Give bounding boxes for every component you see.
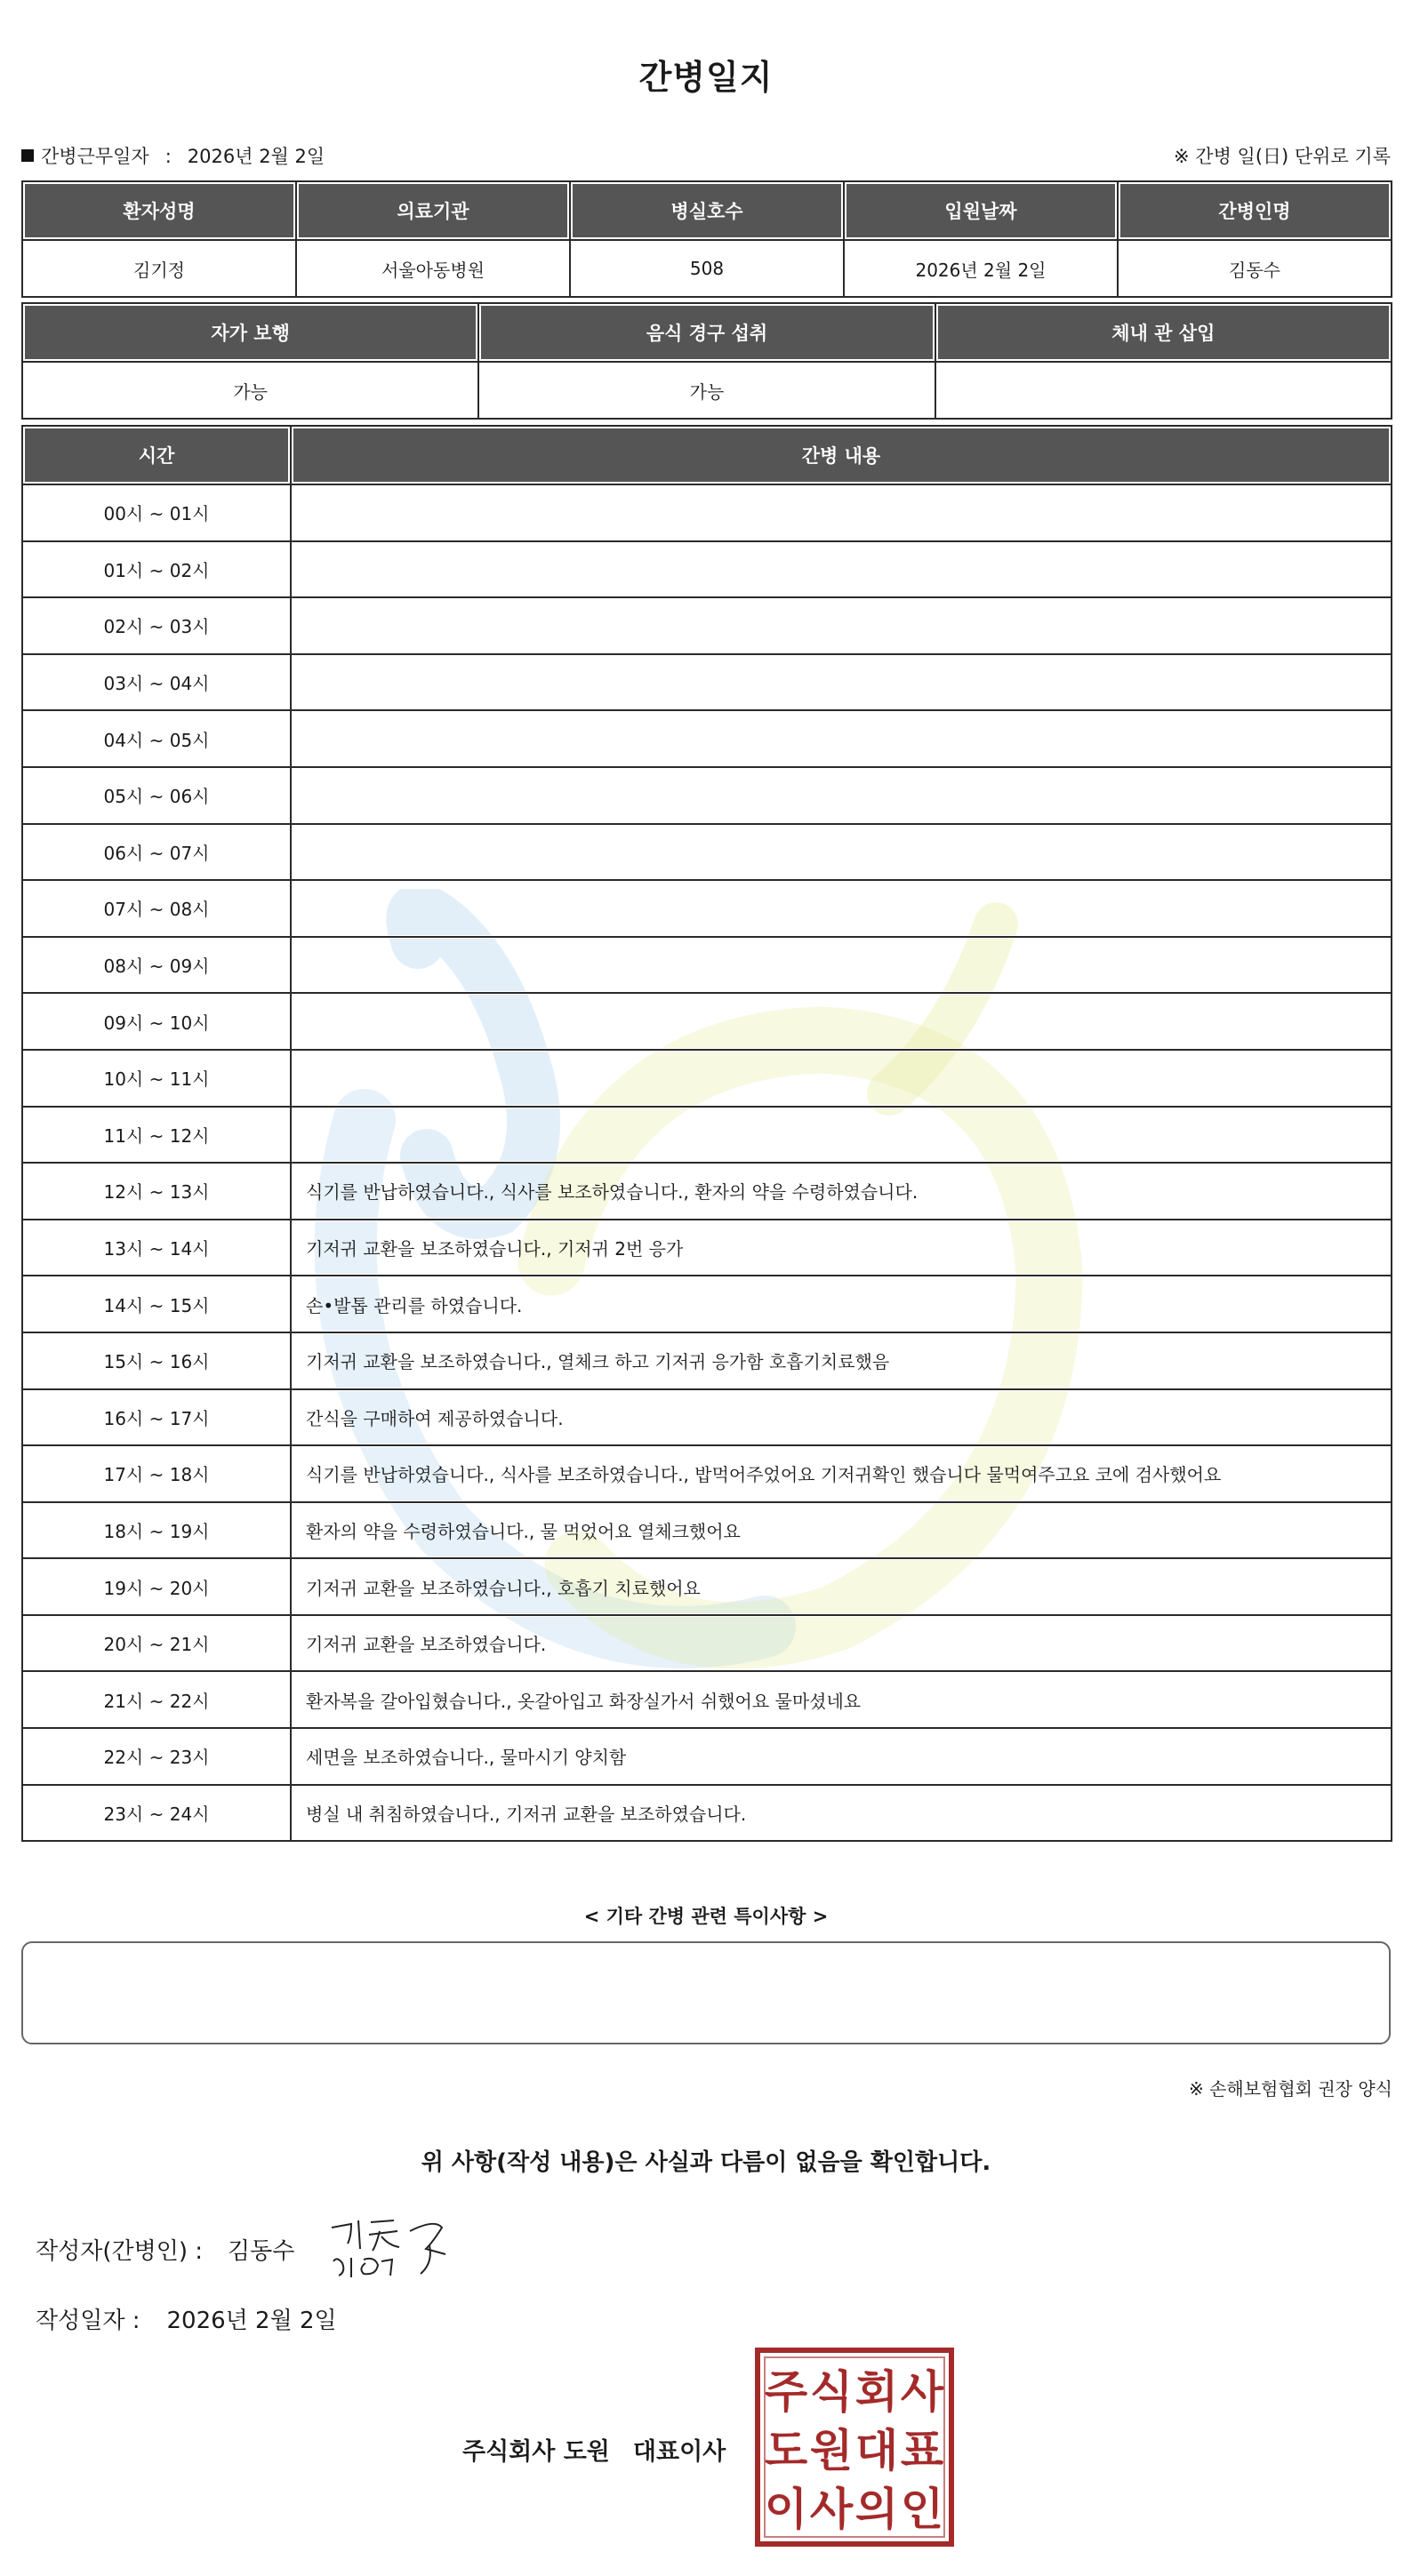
work-date-separator: : bbox=[164, 146, 172, 167]
seal-character: 이 bbox=[764, 2484, 808, 2535]
meta-row bbox=[21, 142, 1391, 167]
table-row bbox=[22, 937, 1392, 994]
time-slot: 07시 ~ 08시 bbox=[22, 880, 291, 937]
table-header-row bbox=[22, 426, 1392, 484]
table-row bbox=[22, 1107, 1392, 1164]
care-content: 기저귀 교환을 보조하였습니다., 기저귀 2번 응가 bbox=[291, 1220, 1392, 1276]
written-date-label: 작성일자 : bbox=[36, 2308, 140, 2334]
table-row bbox=[22, 1785, 1392, 1842]
table-row bbox=[22, 824, 1392, 881]
header-caregiver-name: 간병인명 bbox=[1118, 181, 1392, 240]
time-slot: 19시 ~ 20시 bbox=[22, 1558, 291, 1615]
table-row bbox=[22, 597, 1392, 654]
writer-name: 김동수 bbox=[228, 2238, 295, 2265]
record-note: ※ 간병 일(日) 단위로 기록 bbox=[1174, 146, 1391, 167]
written-date-line bbox=[36, 2302, 337, 2335]
care-content: 식기를 반납하였습니다., 식사를 보조하였습니다., 환자의 약을 수령하였습니다. bbox=[291, 1163, 1392, 1220]
table-row bbox=[22, 710, 1392, 767]
writer-label: 작성자(간병인) : bbox=[36, 2238, 204, 2265]
seal-character: 주 bbox=[764, 2366, 808, 2418]
company-line bbox=[462, 2432, 726, 2467]
time-slot: 06시 ~ 07시 bbox=[22, 824, 291, 881]
table-row bbox=[22, 1276, 1392, 1332]
seal-character: 도 bbox=[764, 2425, 808, 2476]
writer-line bbox=[36, 2233, 294, 2266]
table-row bbox=[22, 1050, 1392, 1107]
care-content: 환자의 약을 수령하였습니다., 물 먹었어요 열체크했어요 bbox=[291, 1502, 1392, 1559]
seal-character: 사 bbox=[809, 2484, 854, 2535]
header-admission-date: 입원날짜 bbox=[844, 181, 1118, 240]
table-row bbox=[22, 362, 1392, 419]
time-slot: 20시 ~ 21시 bbox=[22, 1615, 291, 1672]
care-content: 환자복을 갈아입혔습니다., 옷갈아입고 화장실가서 쉬했어요 물마셨네요 bbox=[291, 1671, 1392, 1728]
care-content bbox=[291, 597, 1392, 654]
care-content bbox=[291, 541, 1392, 598]
table-row bbox=[22, 880, 1392, 937]
time-slot: 00시 ~ 01시 bbox=[22, 484, 291, 541]
company-ceo-title: 대표이사 bbox=[632, 2438, 726, 2466]
table-row bbox=[22, 1728, 1392, 1785]
seal-character: 인 bbox=[900, 2484, 944, 2535]
table-row bbox=[22, 1502, 1392, 1559]
care-content bbox=[291, 767, 1392, 824]
care-content: 손•발톱 관리를 하였습니다. bbox=[291, 1276, 1392, 1332]
admission-date: 2026년 2월 2일 bbox=[844, 240, 1118, 297]
seal-character: 사 bbox=[900, 2366, 944, 2418]
table-row bbox=[22, 654, 1392, 711]
header-care-content: 간병 내용 bbox=[291, 426, 1392, 484]
table-row bbox=[22, 1615, 1392, 1672]
time-slot: 14시 ~ 15시 bbox=[22, 1276, 291, 1332]
seal-character: 표 bbox=[900, 2425, 944, 2476]
form-note: ※ 손해보험협회 권장 양식 bbox=[1188, 2078, 1392, 2100]
care-content: 기저귀 교환을 보조하였습니다., 열체크 하고 기저귀 응가함 호흡기치료했음 bbox=[291, 1332, 1392, 1389]
seal-character: 원 bbox=[809, 2425, 854, 2476]
time-slot: 09시 ~ 10시 bbox=[22, 993, 291, 1050]
work-date-value: 2026년 2월 2일 bbox=[187, 146, 325, 167]
confirmation-statement: 위 사항(작성 내용)은 사실과 다름이 없음을 확인합니다. bbox=[421, 2149, 991, 2176]
header-tube-insertion: 체내 관 삽입 bbox=[935, 303, 1392, 362]
table-row bbox=[22, 1389, 1392, 1446]
time-slot: 17시 ~ 18시 bbox=[22, 1445, 291, 1502]
table-row bbox=[22, 1220, 1392, 1276]
square-bullet-icon bbox=[21, 149, 34, 162]
time-slot: 15시 ~ 16시 bbox=[22, 1332, 291, 1389]
care-content bbox=[291, 654, 1392, 711]
table-row bbox=[22, 1445, 1392, 1502]
time-slot: 01시 ~ 02시 bbox=[22, 541, 291, 598]
table-row bbox=[22, 1558, 1392, 1615]
time-slot: 02시 ~ 03시 bbox=[22, 597, 291, 654]
table-header-row bbox=[22, 303, 1392, 362]
table-row bbox=[22, 240, 1392, 297]
time-slot: 22시 ~ 23시 bbox=[22, 1728, 291, 1785]
table-row bbox=[22, 484, 1392, 541]
header-patient-name: 환자성명 bbox=[22, 181, 296, 240]
time-slot: 23시 ~ 24시 bbox=[22, 1785, 291, 1842]
care-content bbox=[291, 484, 1392, 541]
table-row bbox=[22, 541, 1392, 598]
time-slot: 18시 ~ 19시 bbox=[22, 1502, 291, 1559]
patient-info-table bbox=[21, 180, 1392, 298]
time-slot: 04시 ~ 05시 bbox=[22, 710, 291, 767]
care-log-table bbox=[21, 425, 1392, 1842]
header-self-walking: 자가 보행 bbox=[22, 303, 478, 362]
time-slot: 12시 ~ 13시 bbox=[22, 1163, 291, 1220]
care-content bbox=[291, 710, 1392, 767]
table-row bbox=[22, 1332, 1392, 1389]
time-slot: 03시 ~ 04시 bbox=[22, 654, 291, 711]
page-title: 간병일지 bbox=[638, 58, 774, 97]
time-slot: 10시 ~ 11시 bbox=[22, 1050, 291, 1107]
care-content bbox=[291, 937, 1392, 994]
time-slot: 13시 ~ 14시 bbox=[22, 1220, 291, 1276]
company-seal-stamp bbox=[754, 2347, 955, 2548]
company-name: 주식회사 도원 bbox=[462, 2438, 610, 2466]
table-row bbox=[22, 1163, 1392, 1220]
care-content bbox=[291, 1107, 1392, 1164]
care-content: 기저귀 교환을 보조하였습니다., 호흡기 치료했어요 bbox=[291, 1558, 1392, 1615]
header-room-number: 병실호수 bbox=[570, 181, 844, 240]
care-content: 식기를 반납하였습니다., 식사를 보조하였습니다., 밥먹어주었어요 기저귀확인 했습니다 물먹여주고요 코에 검사했어요 bbox=[291, 1445, 1392, 1502]
seal-character: 식 bbox=[809, 2366, 854, 2418]
oral-intake: 가능 bbox=[478, 362, 935, 419]
seal-character: 대 bbox=[854, 2425, 899, 2476]
tube-insertion bbox=[935, 362, 1392, 419]
header-medical-institution: 의료기관 bbox=[296, 181, 570, 240]
caregiver-name: 김동수 bbox=[1118, 240, 1392, 297]
care-content bbox=[291, 993, 1392, 1050]
header-oral-intake: 음식 경구 섭취 bbox=[478, 303, 935, 362]
care-content bbox=[291, 880, 1392, 937]
time-slot: 16시 ~ 17시 bbox=[22, 1389, 291, 1446]
notes-box bbox=[21, 1941, 1391, 2044]
patient-name: 김기정 bbox=[22, 240, 296, 297]
work-date bbox=[21, 142, 325, 169]
written-date-value: 2026년 2월 2일 bbox=[166, 2308, 337, 2334]
time-slot: 21시 ~ 22시 bbox=[22, 1671, 291, 1728]
table-row bbox=[22, 767, 1392, 824]
notes-title: < 기타 간병 관련 특이사항 > bbox=[583, 1906, 829, 1927]
care-content bbox=[291, 824, 1392, 881]
time-slot: 11시 ~ 12시 bbox=[22, 1107, 291, 1164]
work-date-label: 간병근무일자 bbox=[41, 146, 149, 167]
care-content: 간식을 구매하여 제공하였습니다. bbox=[291, 1389, 1392, 1446]
care-content: 병실 내 취침하였습니다., 기저귀 교환을 보조하였습니다. bbox=[291, 1785, 1392, 1842]
seal-character: 회 bbox=[854, 2366, 899, 2418]
seal-character: 의 bbox=[854, 2484, 899, 2535]
table-row bbox=[22, 1671, 1392, 1728]
self-walking: 가능 bbox=[22, 362, 478, 419]
table-row bbox=[22, 993, 1392, 1050]
care-content: 기저귀 교환을 보조하였습니다. bbox=[291, 1615, 1392, 1672]
medical-institution: 서울아동병원 bbox=[296, 240, 570, 297]
time-slot: 05시 ~ 06시 bbox=[22, 767, 291, 824]
time-slot: 08시 ~ 09시 bbox=[22, 937, 291, 994]
care-content: 세면을 보조하였습니다., 물마시기 양치함 bbox=[291, 1728, 1392, 1785]
room-number: 508 bbox=[570, 240, 844, 297]
care-log-rows bbox=[22, 484, 1392, 1841]
handwritten-signature bbox=[325, 2210, 458, 2290]
ability-table bbox=[21, 302, 1392, 420]
header-time: 시간 bbox=[22, 426, 291, 484]
care-content bbox=[291, 1050, 1392, 1107]
table-header-row bbox=[22, 181, 1392, 240]
